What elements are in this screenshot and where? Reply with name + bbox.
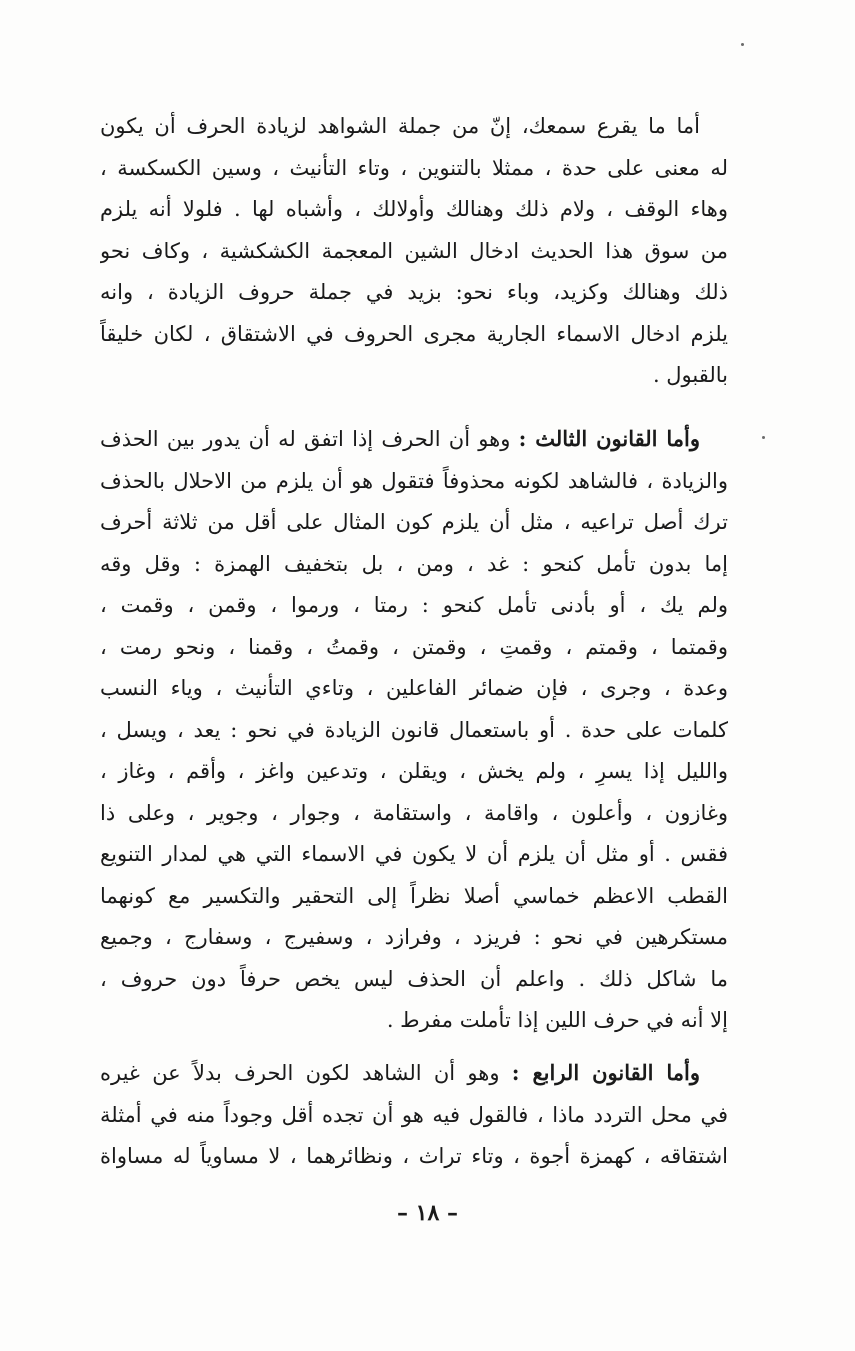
text-line: إما بدون تأمل كنحو : غد ، ومن ، بل بتخفيف الهمزة : وقل وقه — [100, 551, 728, 576]
text-fragment: وهو أن الشاهد لكون الحرف بدلاً عن غيره — [100, 1061, 500, 1085]
text-line: له معنى على حدة ، ممثلا بالتنوين ، وتاء التأنيث ، وسين الكسكسة ، — [100, 155, 728, 180]
section-heading: وأما القانون الثالث : — [518, 426, 700, 451]
page-speck — [762, 436, 765, 439]
text-line: وهاء الوقف ، ولام ذلك وهنالك وأولالك ، وأشباه لها . فلولا أنه يلزم — [100, 197, 728, 221]
paragraph-3 — [100, 1052, 728, 1178]
text-line: وقمتما ، وقمتم ، وقمتِ ، وقمتن ، وقمتُ ، وقمنا ، ونحو رمت ، — [100, 634, 728, 659]
text-line: ما شاكل ذلك . واعلم أن الحذف ليس يخص حرفاً دون حروف ، — [100, 966, 728, 991]
paragraph-1 — [100, 106, 728, 397]
text-line: القطب الاعظم خماسي أصلا نظراً إلى التحقير والتكسير مع كونهما — [100, 883, 728, 908]
text-line: فقس . أو مثل أن يلزم أن لا يكون في الاسماء التي هي لمدار التنويع — [100, 842, 728, 866]
text-line — [100, 1052, 728, 1095]
text-line: من سوق هذا الحديث ادخال الشين المعجمة الكشكشية ، وكاف نحو — [100, 238, 728, 263]
page-speck — [741, 43, 744, 46]
text-line: وعدة ، وجرى ، فإن ضمائر الفاعلين ، وتاءي التأنيث ، وياء النسب — [100, 676, 728, 700]
text-line: بالقبول . — [652, 363, 728, 387]
text-line: اشتقاقه ، كهمزة أجوة ، وتاء تراث ، ونظائرهما ، لا مساوياً له مساواة — [100, 1144, 728, 1168]
text-line: إلا أنه في حرف اللين إذا تأملت مفرط . — [386, 1008, 728, 1032]
text-line: والزيادة ، فالشاهد لكونه محذوفاً فتقول هو أن يلزم من الاحلال بالحذف — [100, 468, 728, 493]
text-line: كلمات على حدة . أو باستعمال قانون الزيادة في نحو : يعد ، ويسل ، — [100, 717, 728, 742]
section-heading: وأما القانون الرابع : — [511, 1060, 700, 1085]
text-line: ترك أصل تراعيه ، مثل أن يلزم كون المثال على أقل من ثلاثة أحرف — [100, 510, 728, 534]
paragraph-2 — [100, 418, 728, 1042]
page-number: – ١٨ – — [397, 1200, 458, 1226]
text-line: مستكرهين في نحو : فريزد ، وفرازد ، وسفيرج ، وسفارج ، وجميع — [100, 925, 728, 949]
text-line: والليل إذا يسرِ ، ولم يخش ، ويقلن ، وتدعين واغز ، وأقم ، وغاز ، — [100, 759, 728, 783]
text-line: يلزم ادخال الاسماء الجارية مجرى الحروف في الاشتقاق ، لكان خليقاً — [100, 321, 728, 346]
text-line — [100, 418, 728, 461]
text-line: أما ما يقرع سمعك، إنّ من جملة الشواهد لزيادة الحرف أن يكون — [100, 114, 700, 138]
text-line: في محل التردد ماذا ، فالقول فيه هو أن تجده أقل وجوداً منه في أمثلة — [100, 1102, 728, 1127]
text-line: ذلك وهنالك وكزيد، وباء نحو: بزيد في جملة حروف الزيادة ، وانه — [100, 280, 728, 304]
text-line: ولم يك ، أو بأدنى تأمل كنحو : رمتا ، ورموا ، وقمن ، وقمت ، — [100, 593, 728, 617]
text-fragment: وهو أن الحرف إذا اتفق له أن يدور بين الحذف — [100, 427, 511, 451]
text-line: وغازون ، وأعلون ، واقامة ، واستقامة ، وجوار ، وجوير ، وعلى ذا — [100, 800, 728, 825]
